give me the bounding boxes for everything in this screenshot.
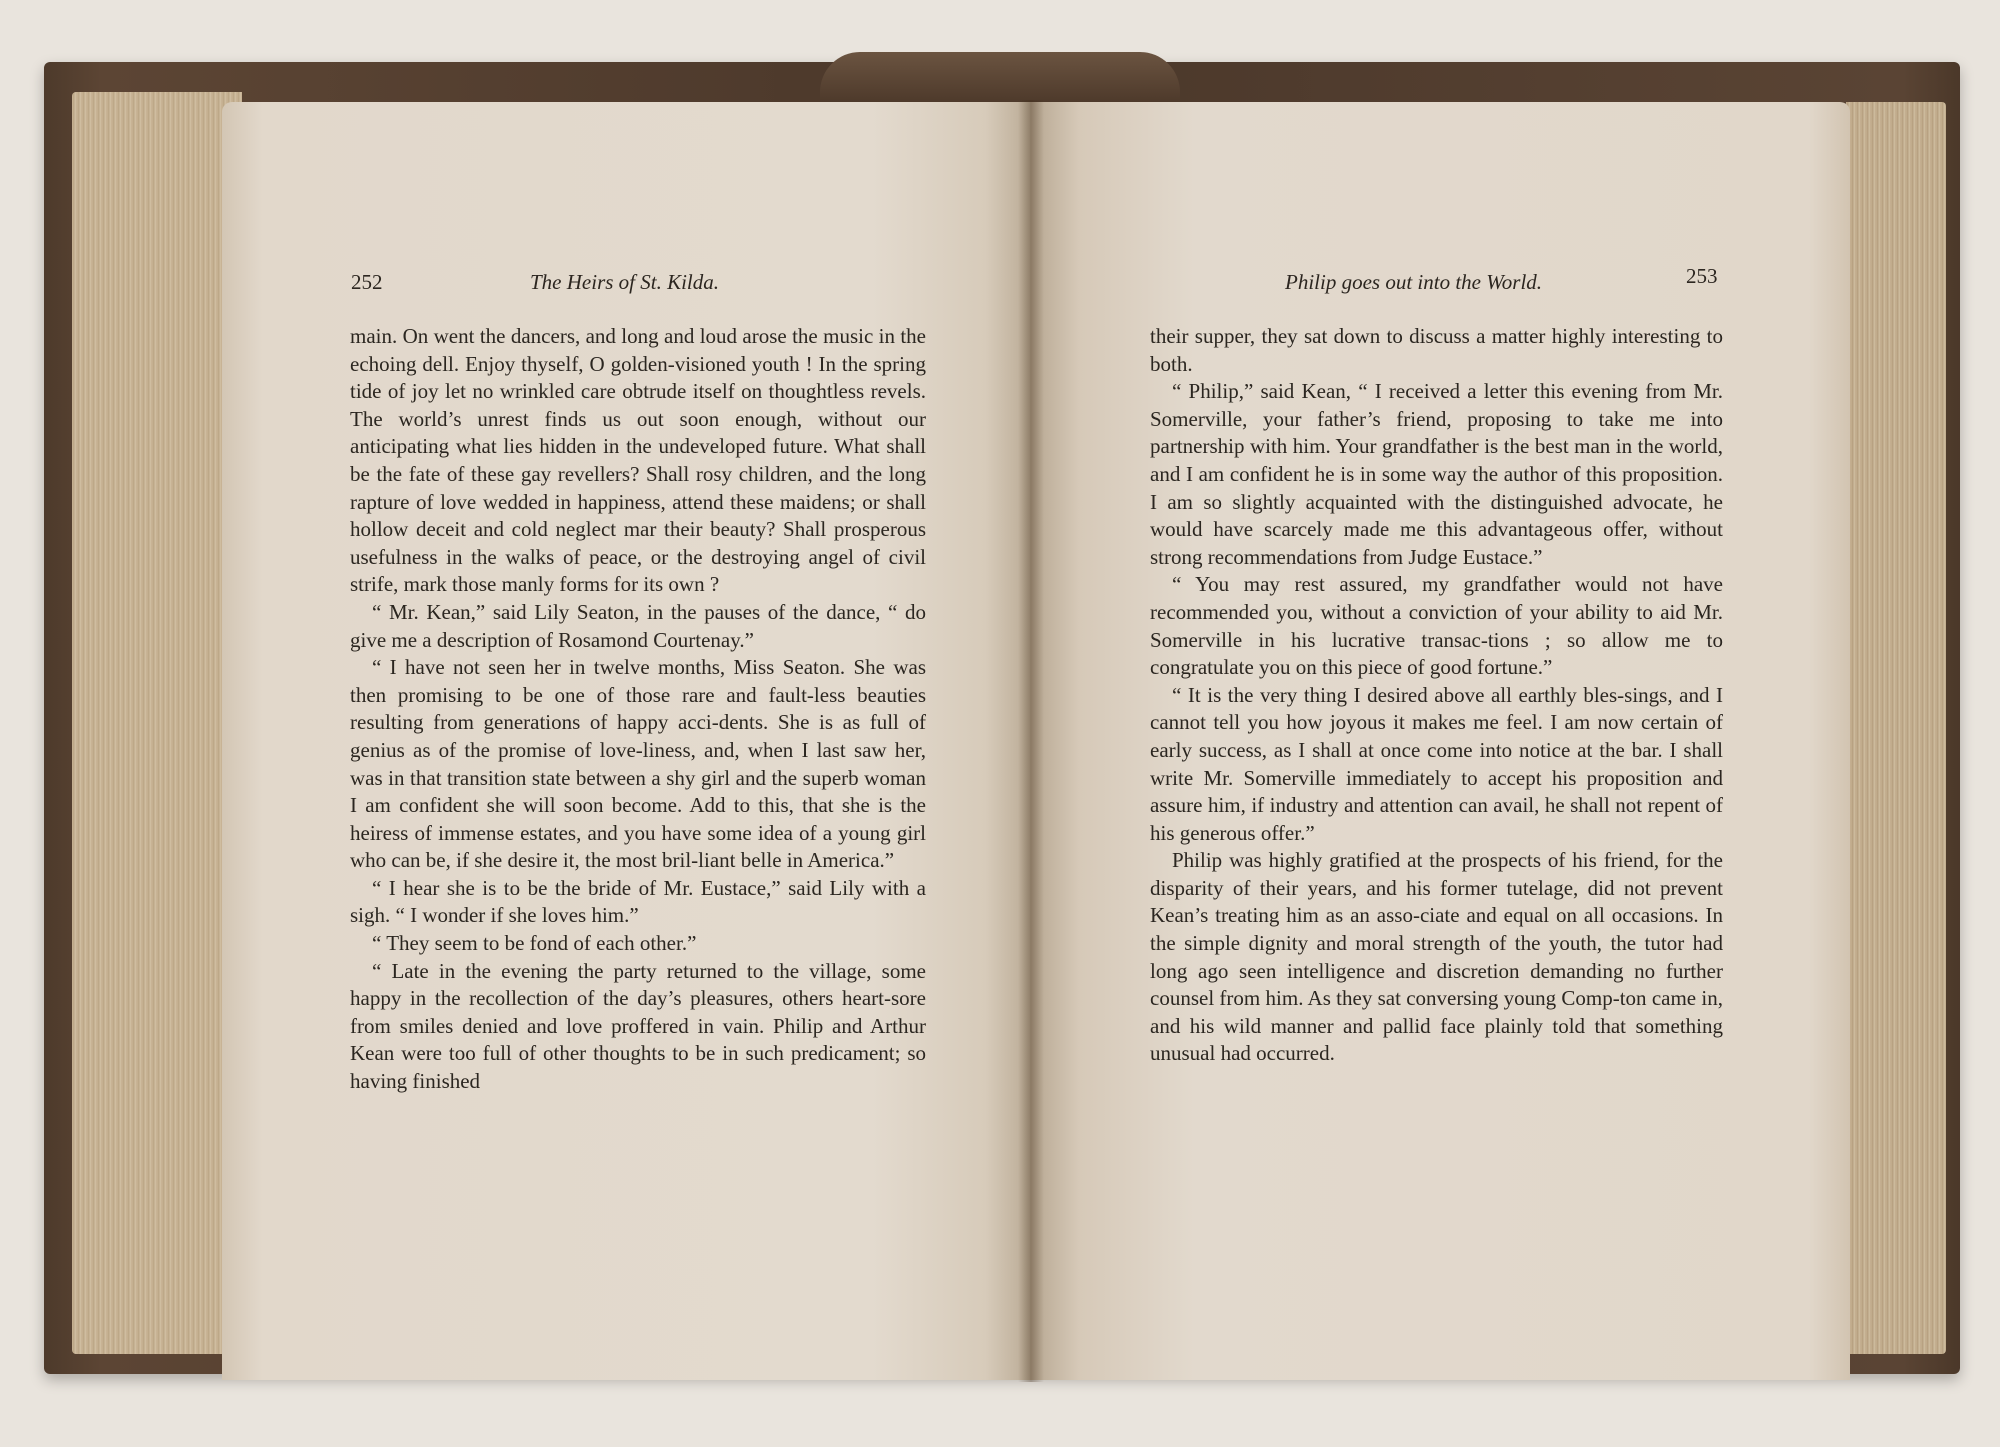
left-page-text: [350, 323, 926, 1096]
paragraph: “ Mr. Kean,” said Lily Seaton, in the pauses of the dance, “ do give me a description of Rosamond Courtenay.”: [350, 599, 926, 652]
paragraph: “ Philip,” said Kean, “ I received a letter this evening from Mr. Somerville, your father’s friend, proposing to take me into partnership with him. Your grandfather is the best man in the world, and I am confident he is in some way the author of this proposition. I am so slightly acquainted with the distinguished advocate, he would have scarcely made me this advantageous offer, without strong recommendations from Judge Eustace.”: [1150, 379, 1723, 569]
right-page-text: [1150, 323, 1723, 1068]
paragraph: “ You may rest assured, my grandfather would not have recommended you, without a conviction of your ability to aid Mr. Somerville in his lucrative transac-tions ; so allow me to congratulate you on this piece of good fortune.”: [1150, 572, 1723, 680]
page-edges-left: [72, 92, 242, 1354]
paragraph: “ They seem to be fond of each other.”: [372, 931, 697, 956]
paragraph: their supper, they sat down to discuss a matter highly interesting to both.: [1150, 324, 1723, 376]
paragraph: “ Late in the evening the party returned to the village, some happy in the recollection of the day’s pleasures, others heart-sore from smiles denied and love proffered in vain. Philip and Arthur Kean were too full of other thoughts to be in such predicament; so having finished: [350, 958, 926, 1094]
page-edges-right: [1846, 102, 1946, 1354]
left-page-number: 252: [351, 270, 383, 294]
book-spine: [820, 52, 1180, 102]
paragraph: “ It is the very thing I desired above all earthly bles-sings, and I cannot tell you how joyous it makes me feel. I am now certain of early success, as I shall at once come into notice at the bar. I shall write Mr. Somerville immediately to accept his proposition and assure him, if industry and attention can avail, he shall not repent of his generous offer.”: [1150, 682, 1723, 845]
paragraph: “ I have not seen her in twelve months, Miss Seaton. She was then promising to be one of those rare and fault-less beauties resulting from generations of happy acci-dents. She is as full of genius as of the promise of love-liness, and, when I last saw her, was in that transition state between a shy girl and the superb woman I am confident she will soon become. Add to this, that she is the heiress of immense estates, and you have some idea of a young girl who can be, if she desire it, the most bril-liant belle in America.”: [350, 655, 926, 873]
paragraph: main. On went the dancers, and long and loud arose the music in the echoing dell. Enjoy thyself, O golden-visioned youth ! In the spring tide of joy let no wrinkled care obtrude itself on thoughtless revels. The world’s unrest finds us out soon enough, without our anticipating what lies hidden in the undeveloped future. What shall be the fate of these gay revellers? Shall rosy children, and the long rapture of love wedded in happiness, attend these maidens; or shall hollow deceit and cold neglect mar their beauty? Shall prosperous usefulness in the walks of peace, or the destroying angel of civil strife, mark those manly forms for its own ?: [350, 324, 926, 597]
book-gutter: [1018, 100, 1044, 1382]
right-running-title: Philip goes out into the World.: [1285, 270, 1543, 294]
paragraph: “ I hear she is to be the bride of Mr. Eustace,” said Lily with a sigh. “ I wonder if she loves him.”: [350, 875, 926, 928]
paragraph: Philip was highly gratified at the prospects of his friend, for the disparity of their years, and his former tutelage, did not prevent Kean’s treating him as an asso-ciate and equal on all occasions. In the simple dignity and moral strength of the youth, the tutor had long ago seen intelligence and discretion demanding no further counsel from him. As they sat conversing young Comp-ton came in, and his wild manner and pallid face plainly told that something unusual had occurred.: [1150, 848, 1723, 1066]
left-running-title: The Heirs of St. Kilda.: [530, 270, 720, 294]
right-page-number: 253: [1686, 264, 1718, 288]
